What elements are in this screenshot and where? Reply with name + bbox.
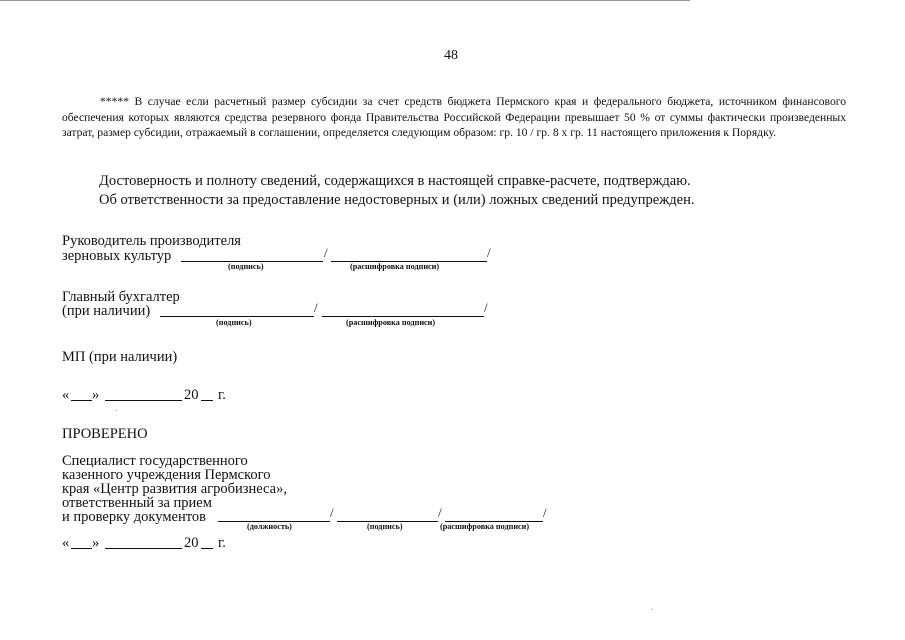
separator-slash: / xyxy=(330,505,334,520)
accountant-sign-label: (подпись) xyxy=(216,318,252,327)
date-year-suffix: г. xyxy=(218,387,226,403)
page-number: 48 xyxy=(444,48,458,63)
checked-position-label: (должность) xyxy=(247,522,292,531)
head-sign-label: (подпись) xyxy=(228,262,264,271)
head-decode-label: (расшифровка подписи) xyxy=(350,262,440,271)
accountant-decode-label: (расшифровка подписи) xyxy=(346,318,436,327)
date2-day-line xyxy=(71,548,92,549)
checked-line-4: ответственный за прием xyxy=(62,495,212,511)
date2-year-prefix: 20 xyxy=(184,535,199,551)
checked-decode-label: (расшифровка подписи) xyxy=(440,522,530,531)
footnote xyxy=(62,94,846,141)
date2-close-quote: » xyxy=(92,535,100,551)
separator-slash: / xyxy=(314,300,318,315)
statement-responsibility: Об ответственности за предоставление недостоверных и (или) ложных сведений предупрежден. xyxy=(99,192,695,208)
stamp-note: МП (при наличии) xyxy=(62,349,178,365)
date2-year-suffix: г. xyxy=(218,535,226,551)
checked-line-2: казенного учреждения Пермского xyxy=(62,467,271,483)
accountant-title-line2: (при наличии) xyxy=(62,303,151,319)
statement-accuracy: Достоверность и полноту сведений, содержащихся в настоящей справке-расчете, подтверждаю. xyxy=(99,173,691,189)
date-year-line xyxy=(201,400,213,401)
separator-slash: / xyxy=(543,505,547,520)
checked-sign-label: (подпись) xyxy=(367,522,403,531)
date-month-line xyxy=(105,400,182,401)
date-close-quote: » xyxy=(92,387,100,403)
scan-edge-line xyxy=(0,0,690,1)
accountant-signature-line xyxy=(160,316,314,317)
scan-speck xyxy=(651,609,652,610)
head-title-line2: зерновых культур xyxy=(62,248,172,264)
checked-title: ПРОВЕРЕНО xyxy=(62,426,148,442)
date2-open-quote: « xyxy=(62,535,70,551)
head-title-line1: Руководитель производителя xyxy=(62,233,241,249)
checked-line-3: края «Центр развития агробизнеса», xyxy=(62,481,287,497)
separator-slash: / xyxy=(484,300,488,315)
scan-speck xyxy=(116,410,117,411)
separator-slash: / xyxy=(324,245,328,260)
date-year-prefix: 20 xyxy=(184,387,199,403)
separator-slash: / xyxy=(487,245,491,260)
checked-line-5: и проверку документов xyxy=(62,509,206,525)
separator-slash: / xyxy=(438,505,442,520)
date2-year-line xyxy=(201,548,213,549)
accountant-decode-line xyxy=(322,316,484,317)
date-open-quote: « xyxy=(62,387,70,403)
date-day-line xyxy=(71,400,92,401)
date2-month-line xyxy=(105,548,182,549)
footnote-text: ***** В случае если расчетный размер субсидии за счет средств бюджета Пермского края и федерального бюджета, источником финансового обеспечения которых являются средства резервного фонда Правительства Российской Федерации превышает 50 % от суммы фактически произведенных затрат, размер субсидии, отражаемый в соглашении, определяется следующим образом: гр. 10 / гр. 8 х гр. 11 настоящего приложения к Порядку. xyxy=(62,95,846,139)
checked-line-1: Специалист государственного xyxy=(62,453,248,469)
accountant-title-line1: Главный бухгалтер xyxy=(62,289,180,305)
